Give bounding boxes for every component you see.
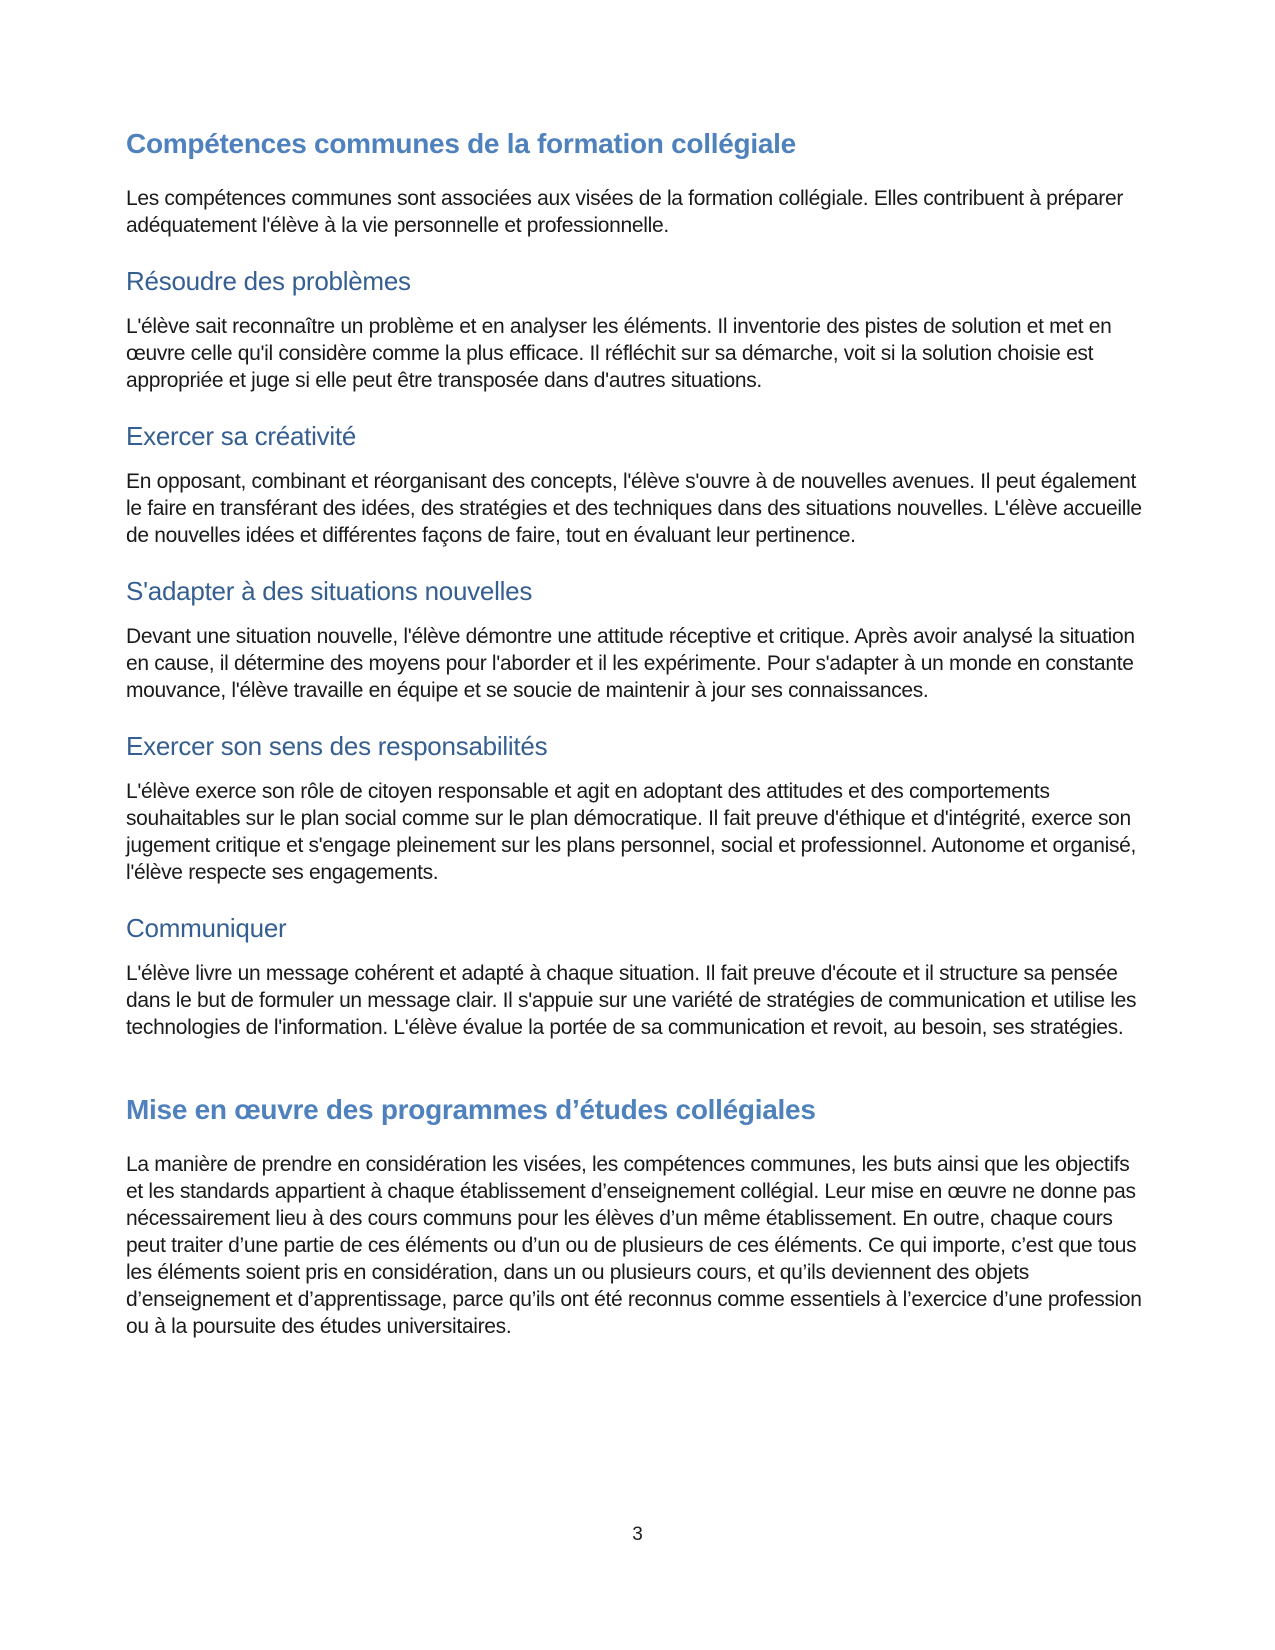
paragraph-exercer-son-sens-des-responsabilites: L'élève exerce son rôle de citoyen responsable et agit en adoptant des attitudes et des comportements souhaitables sur le plan social comme sur le plan démocratique. Il fait preuve d'éthique et d'intégrité, exerce son jugement critique et s'engage pleinement sur les plans personnel, social et professionnel. Autonome et organisé, l'élève respecte ses engagements.: [126, 780, 1137, 884]
paragraph-resoudre-des-problemes: L'élève sait reconnaître un problème et en analyser les éléments. Il inventorie des pistes de solution et met en œuvre celle qu'il considère comme la plus efficace. Il réfléchit sur sa démarche, voit si la solution choisie est appropriée et juge si elle peut être transposée dans d'autres situations.: [126, 315, 1112, 392]
subheading-resoudre-des-problemes: Résoudre des problèmes: [126, 266, 411, 296]
document-content: [126, 128, 1149, 1340]
subheading-sadapter-situations-nouvelles: S'adapter à des situations nouvelles: [126, 576, 533, 606]
main-heading-competences-communes: Compétences communes de la formation collégiale: [126, 128, 796, 159]
subheading-exercer-son-sens-des-responsabilites: Exercer son sens des responsabilités: [126, 731, 548, 761]
page-number: 3: [632, 1524, 643, 1545]
paragraph-exercer-sa-creativite: En opposant, combinant et réorganisant des concepts, l'élève s'ouvre à de nouvelles avenues. Il peut également le faire en transférant des idées, des stratégies et des techniques dans des situations nouvelles. L'élève accueille de nouvelles idées et différentes façons de faire, tout en évaluant leur pertinence.: [126, 470, 1142, 547]
subheading-communiquer: Communiquer: [126, 913, 287, 943]
paragraph-communiquer: L'élève livre un message cohérent et adapté à chaque situation. Il fait preuve d'écoute et il structure sa pensée dans le but de formuler un message clair. Il s'appuie sur une variété de stratégies de communication et utilise les technologies de l'information. L'élève évalue la portée de sa communication et revoit, au besoin, ses stratégies.: [126, 962, 1137, 1039]
intro-paragraph: Les compétences communes sont associées aux visées de la formation collégiale. Elles contribuent à préparer adéquatement l'élève à la vie personnelle et professionnelle.: [126, 187, 1124, 237]
paragraph-mise-en-oeuvre: La manière de prendre en considération les visées, les compétences communes, les buts ainsi que les objectifs et les standards appartient à chaque établissement d’enseignement collégial. Leur mise en œuvre ne donne pas nécessairement lieu à des cours communs pour les élèves d’un même établissement. En outre, chaque cours peut traiter d’une partie de ces éléments ou d’un ou de plusieurs de ces éléments. Ce qui importe, c’est que tous les éléments soient pris en considération, dans un ou plusieurs cours, et qu’ils deviennent des objets d’enseignement et d’apprentissage, parce qu’ils ont été reconnus comme essentiels à l’exercice d’une profession ou à la poursuite des études universitaires.: [126, 1153, 1142, 1338]
paragraph-sadapter-situations-nouvelles: Devant une situation nouvelle, l'élève démontre une attitude réceptive et critique. Après avoir analysé la situation en cause, il détermine des moyens pour l'aborder et il les expérimente. Pour s'adapter à un monde en constante mouvance, l'élève travaille en équipe et se soucie de maintenir à jour ses connaissances.: [126, 625, 1135, 702]
main-heading-mise-en-oeuvre: Mise en œuvre des programmes d’études collégiales: [126, 1094, 816, 1125]
subheading-exercer-sa-creativite: Exercer sa créativité: [126, 421, 357, 451]
